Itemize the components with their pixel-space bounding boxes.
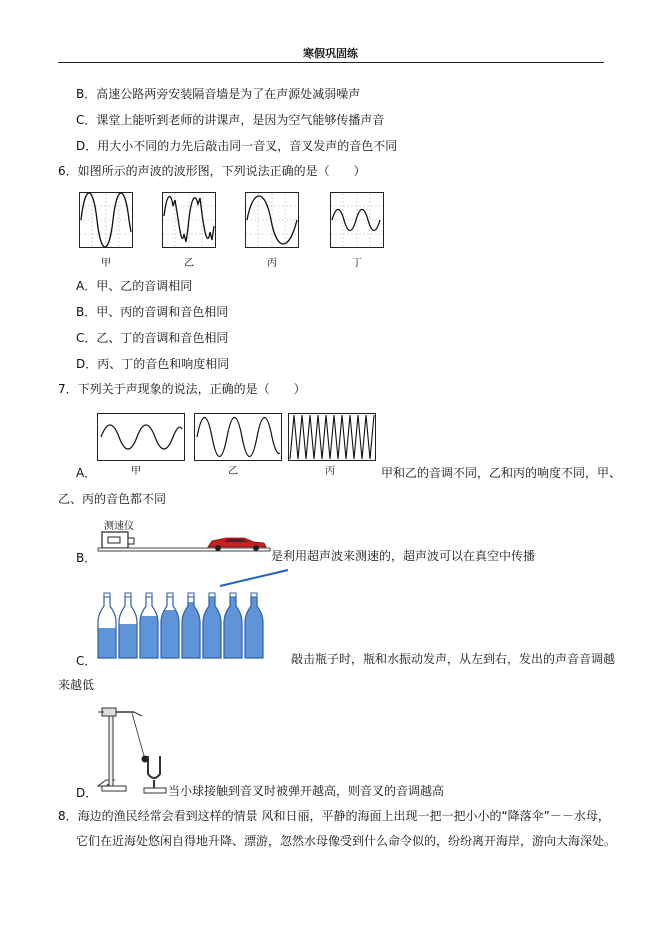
q6-waveform-ding: [330, 192, 384, 248]
bottle: [140, 593, 158, 658]
q5-option-d: D．用大小不同的力先后敲击同一音叉，音叉发声的音色不同: [76, 139, 398, 153]
bottle: [119, 593, 137, 658]
q7-option-d-text: 当小球接触到音叉时被弹开越高，则音叉的音调越高: [168, 784, 445, 798]
q6-option-d: D．丙、丁的音色和响度相同: [76, 357, 230, 371]
q7-option-a-text: 甲和乙的音调不同，乙和丙的响度不同，甲、: [381, 466, 622, 480]
bottle: [98, 593, 116, 658]
speed-meter-car-figure: [94, 528, 274, 558]
q5-option-c: C．课堂上能听到老师的讲课声，是因为空气能够传播声音: [76, 113, 385, 127]
q6-label-jia: 甲: [101, 258, 111, 269]
q7-waveform-bing: [288, 413, 376, 461]
q6-waveform-yi: [162, 192, 216, 248]
q7-label-bing: 丙: [325, 466, 335, 477]
header-divider: [58, 62, 604, 63]
q6-stem: 6．如图所示的声波的波形图，下列说法正确的是（ ）: [58, 164, 366, 178]
q5-option-b: B．高速公路两旁安装隔音墙是为了在声源处减弱噪声: [76, 87, 361, 101]
bottle: [161, 593, 179, 658]
q7-stem: 7．下列关于声现象的说法，正确的是（ ）: [58, 382, 306, 396]
bottles-figure: [92, 566, 292, 662]
q7-option-b-text: 是利用超声波来测速的，超声波可以在真空中传播: [271, 549, 536, 563]
q7-label-yi: 乙: [228, 466, 238, 477]
q7-option-c-letter: C．: [76, 654, 97, 668]
q7-option-c-text: 敲击瓶子时，瓶和水振动发声，从左到右，发出的声音音调越: [291, 652, 616, 666]
q7-option-c-text-cont: 来越低: [58, 678, 95, 692]
q6-option-c: C．乙、丁的音调和音色相同: [76, 331, 229, 345]
q7-option-a-letter: A．: [76, 466, 97, 480]
q8-stem-line2: 它们在近海处悠闲自得地升降、漂游，忽然水母像受到什么命令似的，纷纷离开海岸，游向大海深处。: [76, 834, 617, 848]
q7-waveform-jia: [97, 413, 185, 461]
q7-label-jia: 甲: [131, 466, 141, 477]
speed-meter-label: 测速仪: [104, 521, 134, 532]
bottle: [245, 582, 263, 658]
q6-waveform-bing: [245, 192, 299, 248]
q8-stem-line1: 8．海边的渔民经常会看到这样的情景 风和日丽，平静的海面上出现一把一把小小的“降落伞”－－水母，: [58, 809, 610, 823]
q6-label-yi: 乙: [184, 258, 194, 269]
page-header-title: 寒假巩固练: [303, 47, 358, 60]
bottle: [182, 593, 200, 658]
q6-label-bing: 丙: [267, 258, 277, 269]
q7-waveform-yi: [194, 413, 282, 461]
bottle: [224, 590, 242, 658]
q7-option-d-letter: D．: [76, 786, 98, 800]
q6-option-b: B．甲、丙的音调和音色相同: [76, 305, 229, 319]
tuning-fork-figure: [92, 700, 172, 796]
bottle: [203, 593, 221, 658]
q6-waveform-jia: [79, 192, 133, 248]
q7-option-a-text-cont: 乙、丙的音色都不同: [58, 492, 167, 506]
q6-label-ding: 丁: [352, 258, 362, 269]
q7-option-b-letter: B．: [76, 551, 97, 565]
q6-option-a: A．甲、乙的音调相同: [76, 279, 193, 293]
